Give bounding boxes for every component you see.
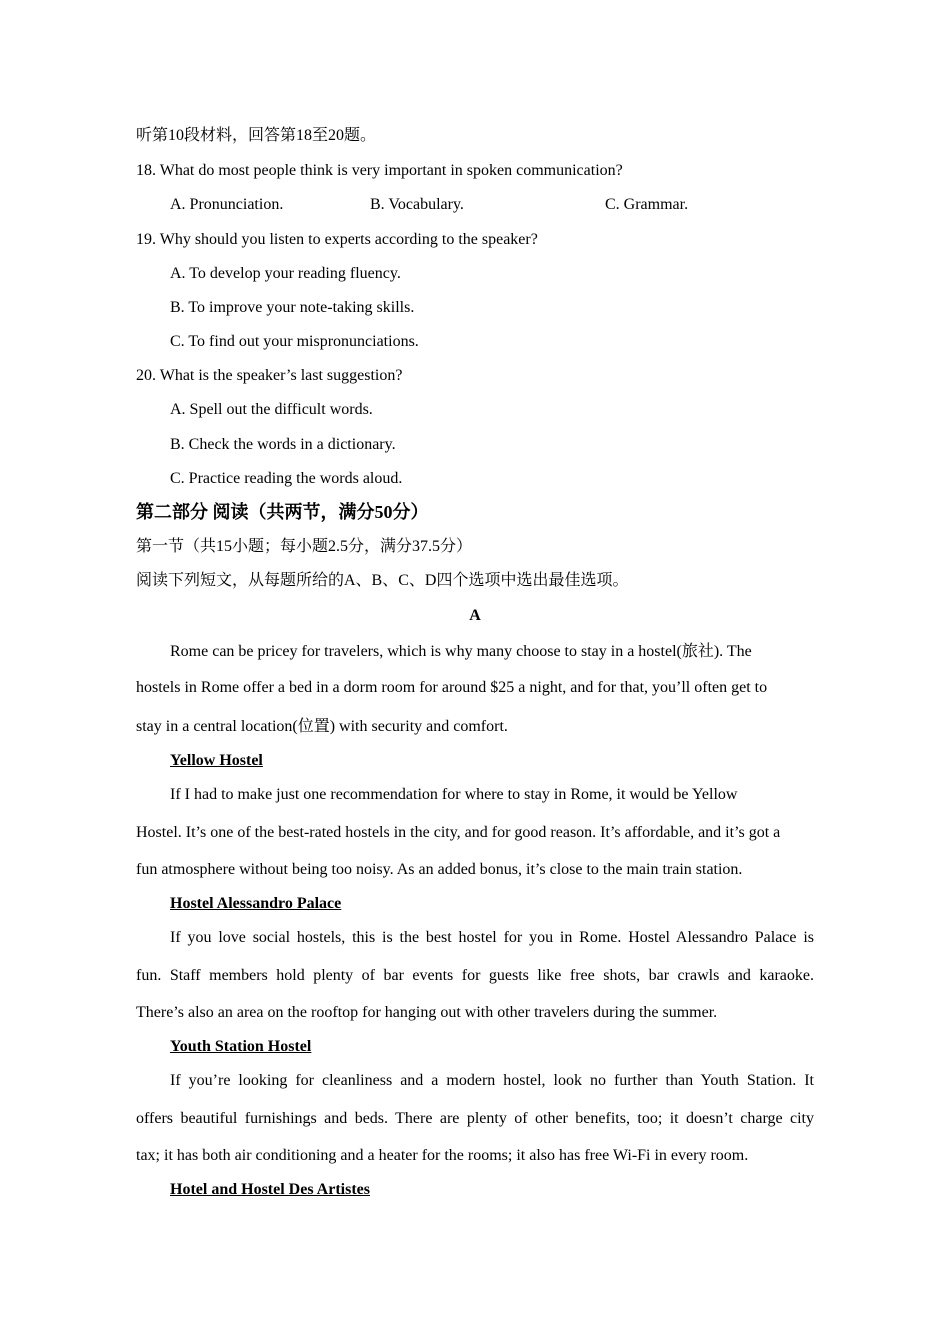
- hostel-heading-des-artistes: Hotel and Hostel Des Artistes: [170, 1181, 370, 1198]
- question-18-options: [170, 195, 870, 215]
- option-c: C. Practice reading the words aloud.: [170, 470, 403, 487]
- paragraph-line: Hostel. It’s one of the best-rated hostels in the city, and for good reason. It’s affordable, and it’s got a: [136, 824, 781, 841]
- option-c: C. Grammar.: [605, 196, 689, 213]
- intro-line-1: Rome can be pricey for travelers, which is why many choose to stay in a hostel(旅社). The: [170, 643, 752, 660]
- option-a: A. To develop your reading fluency.: [170, 265, 401, 282]
- hostel-heading-yellow: Yellow Hostel: [170, 752, 263, 769]
- paragraph-line: If I had to make just one recommendation for where to stay in Rome, it would be Yellow: [170, 786, 738, 803]
- intro-line-2: hostels in Rome offer a bed in a dorm room for around $25 a night, and for that, you’ll often get to: [136, 679, 768, 696]
- hostel-heading-alessandro: Hostel Alessandro Palace: [170, 895, 342, 912]
- reading-section-title: 第一节（共15小题；每小题2.5分，满分37.5分）: [136, 538, 473, 555]
- hostel-heading-youth-station: Youth Station Hostel: [170, 1038, 312, 1055]
- passage-label: A: [469, 607, 481, 624]
- option-a: A. Spell out the difficult words.: [170, 401, 373, 418]
- paragraph-line: tax; it has both air conditioning and a heater for the rooms; it also has free Wi-Fi in every room.: [136, 1147, 749, 1164]
- reading-instruction: 阅读下列短文，从每题所给的A、B、C、D四个选项中选出最佳选项。: [136, 572, 629, 589]
- question-20-stem: 20. What is the speaker’s last suggestion?: [136, 367, 403, 384]
- option-c: C. To find out your mispronunciations.: [170, 333, 419, 350]
- listening-intro: 听第10段材料，回答第18至20题。: [136, 127, 377, 144]
- reading-part-title: 第二部分 阅读（共两节，满分50分）: [136, 502, 429, 522]
- paragraph-line: If you love social hostels, this is the best hostel for you in Rome. Hostel Alessandro Palace is: [170, 929, 814, 946]
- option-b: B. To improve your note-taking skills.: [170, 299, 415, 316]
- paragraph-line: If you’re looking for cleanliness and a modern hostel, look no further than Youth Station. It: [170, 1072, 814, 1089]
- paragraph-line: fun atmosphere without being too noisy. As an added bonus, it’s close to the main train station.: [136, 861, 743, 878]
- paragraph-line: offers beautiful furnishings and beds. There are plenty of other benefits, too; it doesn’t charge city: [136, 1110, 814, 1127]
- question-19-stem: 19. Why should you listen to experts according to the speaker?: [136, 231, 538, 248]
- option-b: B. Check the words in a dictionary.: [170, 436, 396, 453]
- intro-line-3: stay in a central location(位置) with security and comfort.: [136, 718, 508, 735]
- paragraph-line: There’s also an area on the rooftop for hanging out with other travelers during the summer.: [136, 1004, 718, 1021]
- question-18-stem: 18. What do most people think is very important in spoken communication?: [136, 162, 623, 179]
- option-b: B. Vocabulary.: [370, 196, 464, 213]
- paragraph-line: fun. Staff members hold plenty of bar events for guests like free shots, bar crawls and karaoke.: [136, 967, 814, 984]
- option-a: A. Pronunciation.: [170, 196, 284, 213]
